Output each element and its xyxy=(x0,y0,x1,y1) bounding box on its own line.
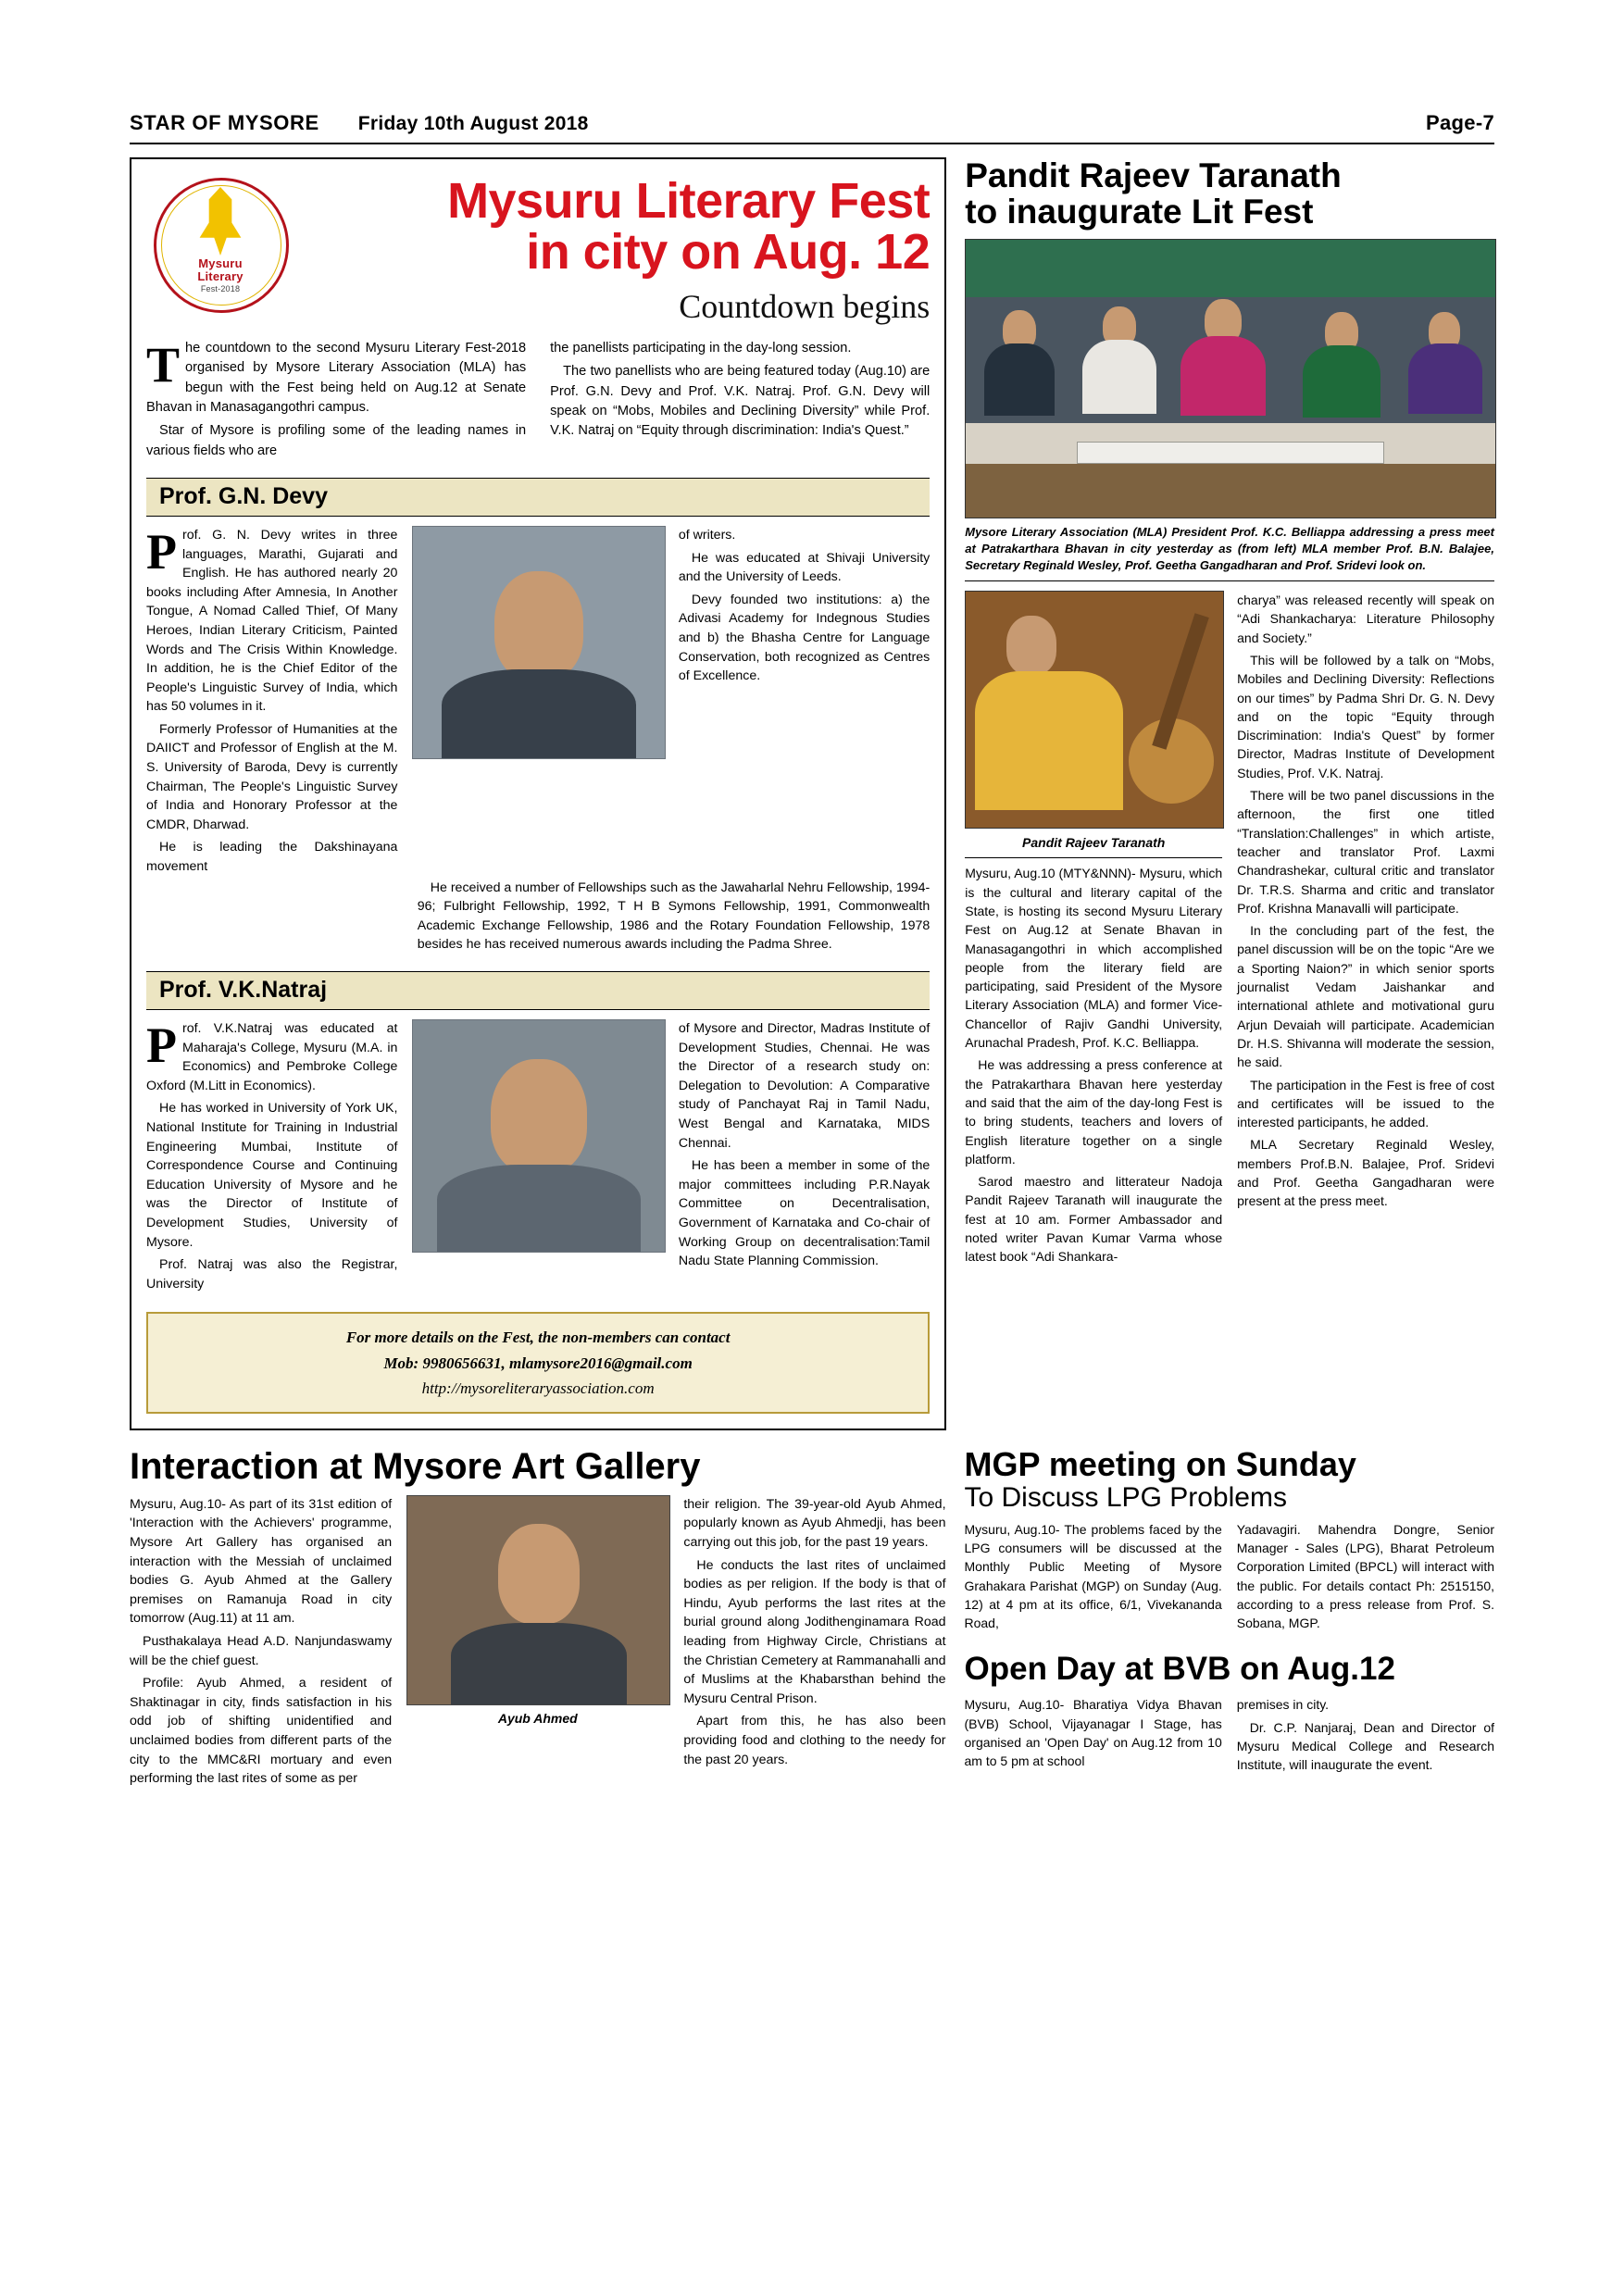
pandit-paragraph: MLA Secretary Reginald Wesley, members Prof.B.N. Balajee, Prof. Sridevi and Prof. Geetha Gangadharan were present at the press meet. xyxy=(1237,1137,1494,1209)
contact-box xyxy=(146,1312,930,1414)
art-gallery-paragraph: He conducts the last rites of unclaimed bodies as per religion. If the body is that of Hindu, Ayub performs the last rites at the burial ground along Jodithenginamara Road leading from Highway Circle, Christians at the Christian Cemetery at Rammanahalli and of Muslims at the Khabarsthan behind the Mysuru Central Prison. xyxy=(683,1557,946,1706)
natraj-section xyxy=(146,1019,930,1297)
photo-press-meet xyxy=(965,239,1496,518)
contact-line-2: Mob: 9980656631, mlamysore2016@gmail.com xyxy=(383,1354,693,1372)
press-photo-caption: Mysore Literary Association (MLA) President Prof. K.C. Belliappa addressing a press meet at Patrakarthara Bhavan in city yesterday as (from left) MLA member Prof. B.N. Balajee, Secretary Reginald Wesley, Prof. Geetha Gangadharan and Prof. Sridevi look on. xyxy=(965,524,1494,581)
devy-paragraph: He is leading the Dakshinayana movement xyxy=(146,840,398,875)
mgp-article xyxy=(964,1444,1495,1637)
page-number: Page-7 xyxy=(1426,111,1494,134)
devy-paragraph: Devy founded two institutions: a) the Adivasi Academy for Indegnous Studies and b) the Bhasha Centre for Language Conservation, both recognized as Centres of Excellence. xyxy=(678,592,931,684)
pandit-body xyxy=(965,591,1494,1270)
natraj-paragraph: He has worked in University of York UK, National Institute for Training in Industrial Engineering Mumbai, Institute of Correspondence Course and Continuing Education University of Mysore and he was the Director of Institute of Development Studies, University of Mysore. xyxy=(146,1101,398,1250)
natraj-paragraph: of Mysore and Director, Madras Institute of Development Studies, Chennai. He was the Director of a research study on: Delegation to Devolution: A Comparative study of Panchayat Raj in Tamil Nadu, West Bengal and Karnataka, MIDS Chennai. xyxy=(678,1021,931,1151)
bvb-headline: Open Day at BVB on Aug.12 xyxy=(964,1651,1395,1688)
logo-sub: Fest-2018 xyxy=(200,284,241,294)
devy-paragraph: He received a number of Fellowships such as the Jawaharlal Nehru Fellowship, 1994-96; Fulbright Fellowship, 1992, T H B Symons Fellowship, 1991, Commonwealth Academic Exchange Fellowship, 1986 and the Rotary Foundation Fellowship, 1978 besides he has received numerous awards including the Padma Shree. xyxy=(417,880,931,953)
art-gallery-headline: Interaction at Mysore Art Gallery xyxy=(130,1445,701,1487)
masthead-rule xyxy=(130,143,1494,144)
headline-line-1: Mysuru Literary Fest xyxy=(447,173,931,229)
section-heading-natraj: Prof. V.K.Natraj xyxy=(146,971,930,1010)
photo-prof-gn-devy xyxy=(412,526,665,759)
bottom-section xyxy=(130,1444,1494,1792)
lit-fest-header xyxy=(146,172,930,326)
devy-paragraph: Formerly Professor of Humanities at the DAIICT and Professor of English at the M. S. University of Baroda, Devy is currently Chairman, The People's Linguistic Survey of India and Honorary Professor at the CMDR, Dharwad. xyxy=(146,721,398,832)
natraj-paragraph: He has been a member in some of the major committees including P.R.Nayak Committee on Decentralisation, Government of Karnataka and Co-chair of Working Group on decentralisation:Tamil Nadu State Planning Commission. xyxy=(678,1158,931,1269)
top-section xyxy=(130,157,1494,1430)
headline-line-2: in city on Aug. 12 xyxy=(526,224,931,281)
intro-paragraph: The countdown to the second Mysuru Literary Fest-2018 organised by Mysore Literary Association (MLA) has begun with the Fest being held on Aug.12 at Senate Bhavan in Manasagangothri campus. xyxy=(146,337,527,416)
contact-line-1: For more details on the Fest, the non-members can contact xyxy=(345,1329,731,1347)
intro-paragraph: Star of Mysore is profiling some of the leading names in various fields who are xyxy=(146,423,527,458)
pandit-paragraph: The participation in the Fest is free of cost and certificates will be issued to the interested participants, he added. xyxy=(1237,1077,1494,1130)
photo-prof-vk-natraj xyxy=(412,1019,665,1253)
section-heading-devy: Prof. G.N. Devy xyxy=(146,478,930,517)
mgp-paragraph: Mysuru, Aug.10- The problems faced by the LPG consumers will be discussed at the Monthly Public Meeting of Mysore Grahakara Parishat (MGP) on Sunday (Aug. 12) at 4 pm at its office, 6/1, Vivekananda Road, xyxy=(964,1521,1222,1631)
pandit-headline-line-1: Pandit Rajeev Taranath xyxy=(965,156,1342,194)
intro-paragraph: the panellists participating in the day-long session. xyxy=(550,341,852,356)
bvb-paragraph: Mysuru, Aug.10- Bharatiya Vidya Bhavan (BVB) School, Vijayanagar I Stage, has organised an 'Open Day' on Aug.12 from 10 am to 5 pm at school xyxy=(964,1697,1222,1769)
sitar-photo-caption: Pandit Rajeev Taranath xyxy=(965,829,1222,858)
contact-website-link[interactable]: http://mysoreliteraryassociation.com xyxy=(421,1379,655,1397)
pandit-article xyxy=(965,157,1494,1430)
mgp-headline: MGP meeting on Sunday xyxy=(964,1444,1356,1483)
pandit-paragraph: He was addressing a press conference at the Patrakarthara Bhavan here yesterday and said that the aim of the day-long Fest is to bring students, teachers and lovers of English literature together on a single platform. xyxy=(965,1057,1223,1167)
mgp-paragraph: Yadavagiri. Mahendra Dongre, Senior Manager - Sales (LPG), Bharat Petroleum Corporation Limited (BPCL) will interact with the public. For details contact Ph: 2515150, according to a press release from Prof. S. Sobana, MGP. xyxy=(1236,1521,1494,1631)
pandit-headline-line-2: to inaugurate Lit Fest xyxy=(965,193,1314,231)
lit-fest-intro xyxy=(146,339,930,465)
art-gallery-paragraph: their religion. The 39-year-old Ayub Ahmed, popularly known as Ayub Ahmedji, has been carrying out this job, for the past 19 years. xyxy=(683,1496,946,1551)
art-gallery-paragraph: Mysuru, Aug.10- As part of its 31st edition of 'Interaction with the Achievers' programme, Mysore Art Gallery has organised an interaction with the Messiah of unclaimed bodies G. Ayub Ahmed at the Gallery premises on Ramanuja Road in city tomorrow (Aug.11) at 11 am. xyxy=(130,1496,393,1627)
logo-name-line1: Mysuru xyxy=(198,256,243,270)
art-gallery-paragraph: Profile: Ayub Ahmed, a resident of Shaktinagar in city, finds satisfaction in his odd job of shifting unidentified and unclaimed bodies from different parts of the city to the MMC&RI mortuary and even performing the last rites of some as per xyxy=(130,1676,393,1787)
photo-pandit-rajeev-taranath xyxy=(965,591,1224,829)
pandit-paragraph: charya” was released recently will speak on “Adi Shankacharya: Literature Philosophy and Society.” xyxy=(1237,593,1494,645)
bvb-paragraph: Dr. C.P. Nanjaraj, Dean and Director of Mysuru Medical College and Research Institute, will inaugurate the event. xyxy=(1236,1719,1494,1773)
logo-name-line2: Literary xyxy=(197,268,244,283)
art-gallery-paragraph: Pusthakalaya Head A.D. Nanjundaswamy will be the chief guest. xyxy=(130,1634,393,1668)
devy-paragraph: of writers. xyxy=(678,527,736,543)
lit-fest-article-box xyxy=(130,157,946,1430)
pandit-paragraph: This will be followed by a talk on “Mobs, Mobiles and Declining Diversity: Reflections on our times” by Padma Shri Dr. G. N. Devy and on the topic “Equity through Discrimination: India's Quest” by former Director, Madras Institute of Development Studies, Prof. V.K. Natraj. xyxy=(1237,652,1494,780)
pandit-headline xyxy=(965,157,1494,230)
art-gallery-article xyxy=(130,1447,946,1792)
pandit-paragraph: Sarod maestro and litterateur Nadoja Pandit Rajeev Taranath will inaugurate the fest at 10 am. Former Ambassador and noted writer Pavan Kumar Varma whose latest book “Adi Shankara- xyxy=(965,1174,1223,1265)
natraj-paragraph: Prof. Natraj was also the Registrar, University xyxy=(146,1257,398,1292)
bvb-paragraph: premises in city. xyxy=(1236,1697,1330,1713)
intro-paragraph: The two panellists who are being featured today (Aug.10) are Prof. G.N. Devy and Prof. V.K. Natraj. Prof. G.N. Devy will speak on “Mobs, Mobiles and Declining Diversity” while Prof. V.K. Natraj on “Equity through discrimination: India's Quest.” xyxy=(550,364,931,439)
devy-paragraph: Prof. G. N. Devy writes in three languages, Marathi, Gujarati and English. He has authored nearly 20 books including After Amnesia, In Another Tongue, A Nomad Called Thief, Of Many Heroes, Indian Literary Criticism, Painted Words and The Crisis Within Knowledge. In addition, he is the Chief Editor of the People's Linguistic Survey of India, which has 50 volumes in it. xyxy=(146,523,398,715)
pandit-paragraph: In the concluding part of the fest, the panel discussion will be on the topic “Are we a Sporting Naion?” in which senior sports journalist Vedam Jaishankar and international athlete and motivational guru Arjun Devaiah will participate. Academician Dr. H.S. Shivanna will moderate the session, he said. xyxy=(1237,923,1494,1070)
devy-paragraph: He was educated at Shivaji University and the University of Leeds. xyxy=(678,550,931,585)
mysuru-literary-fest-logo-icon xyxy=(146,172,294,320)
publication-date: Friday 10th August 2018 xyxy=(357,113,589,134)
ayub-photo-caption: Ayub Ahmed xyxy=(497,1710,578,1726)
pandit-paragraph: There will be two panel discussions in the afternoon, the first one titled “Translation:Challenges” in which artiste, teacher and translator Prof. Laxmi Chandrashekar, cultural critic and translator Dr. T.R.S. Sharma and critic and translator Prof. Krishna Manavalli will participate. xyxy=(1237,788,1494,916)
natraj-paragraph: Prof. V.K.Natraj was educated at Maharaja's College, Mysuru (M.A. in Economics) and Pembroke College Oxford (M.Litt in Economics). xyxy=(146,1017,398,1093)
masthead xyxy=(130,111,1494,143)
art-gallery-paragraph: Apart from this, he has also been providing food and clothing to the needy for the past 20 years. xyxy=(683,1714,946,1767)
lit-fest-headline xyxy=(304,172,930,326)
photo-ayub-ahmed xyxy=(406,1495,670,1705)
right-bottom-column xyxy=(964,1444,1495,1792)
devy-section xyxy=(146,523,931,880)
publication-title: STAR OF MYSORE xyxy=(130,111,319,134)
mgp-subhead: To Discuss LPG Problems xyxy=(964,1481,1287,1513)
bvb-article xyxy=(965,1651,1495,1778)
pandit-paragraph: Mysuru, Aug.10 (MTY&NNN)- Mysuru, which is the cultural and literary capital of the State, is hosting its second Mysuru Literary Fest on Aug.12 at Senate Bhavan in Manasagangothri in which accomplished people from the literary field are participating, said President of the Mysore Literary Association (MLA) and former Vice-Chancellor of Rajiv Gandhi University, Arunachal Pradesh, Prof. K.C. Belliappa. xyxy=(965,866,1223,1051)
headline-kicker: Countdown begins xyxy=(679,288,931,326)
